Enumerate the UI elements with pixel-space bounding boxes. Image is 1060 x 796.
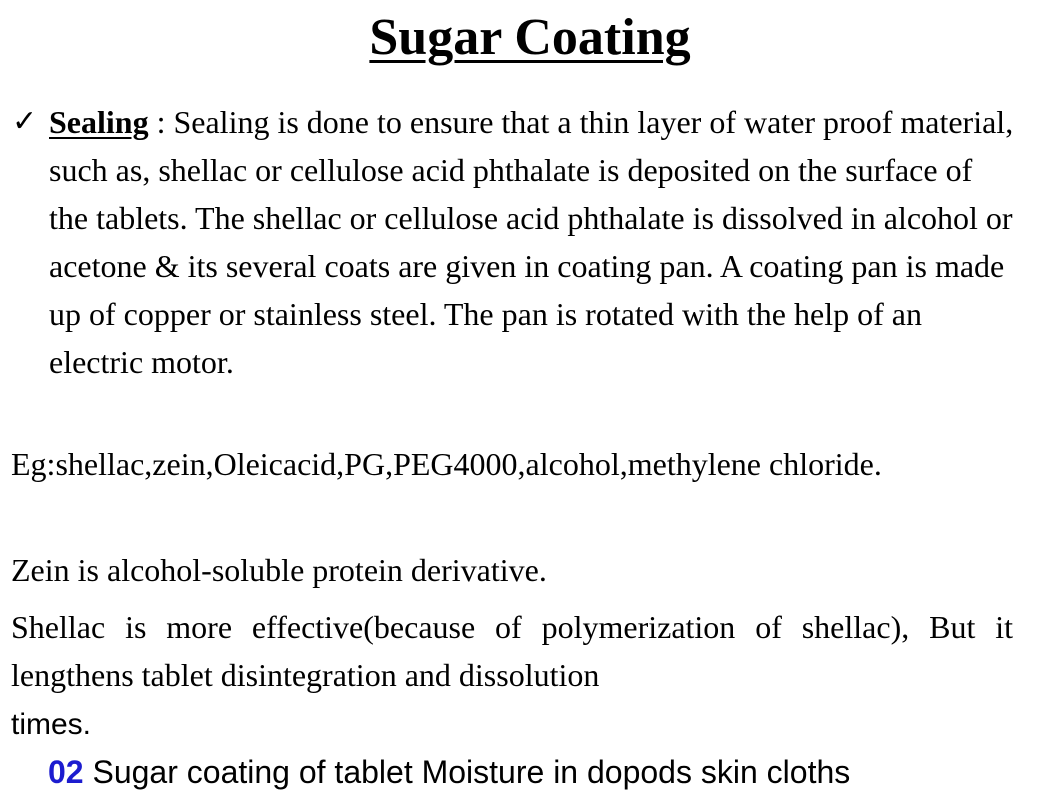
cutoff-next-line [48,748,850,796]
sealing-bullet-text [49,98,1014,386]
shellac-text: Shellac is more effective(because of polymerization of shellac), But it lengthens tablet disintegration and dissolution [11,609,1013,693]
shellac-paragraph [11,603,1013,749]
sealing-term: Sealing [49,104,149,140]
sealing-bullet [12,98,1014,386]
sealing-description: : Sealing is done to ensure that a thin layer of water proof material, such as, shellac or cellulose acid phthalate is deposited on the surface of the tablets. The shellac or cellulose acid phthalate is dissolved in alcohol or acetone & its several coats are given in coating pan. A coating pan is made up of copper or stainless steel. The pan is rotated with the help of an electric motor. [49,104,1014,380]
zein-paragraph: Zein is alcohol-soluble protein derivative. [11,552,547,588]
shellac-tail: times. [11,708,92,741]
checkmark-icon: ✓ [12,104,38,139]
cutoff-text: Sugar coating of tablet Moisture in dopods skin cloths [92,754,851,790]
slide-title: Sugar Coating [369,9,691,66]
examples-paragraph: Eg:shellac,zein,Oleicacid,PG,PEG4000,alcohol,methylene chloride. [11,446,882,482]
cutoff-number: 02 [48,754,84,790]
